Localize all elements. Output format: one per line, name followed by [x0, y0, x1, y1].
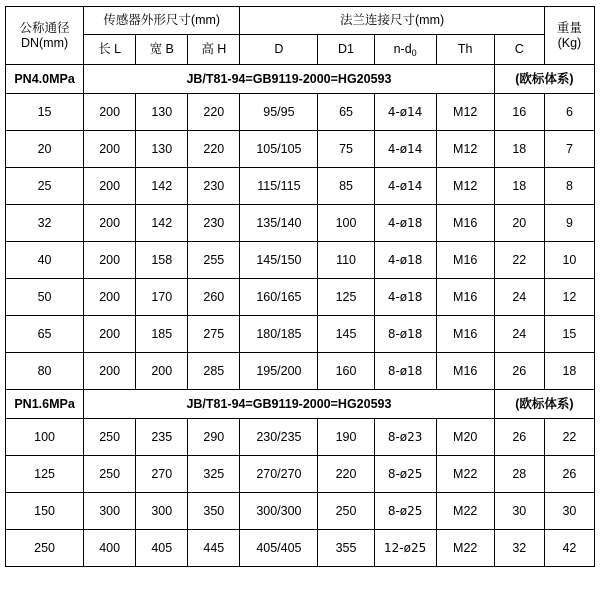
- table-row: [6, 456, 595, 493]
- cell-width: 142: [136, 168, 188, 205]
- table-row: [6, 419, 595, 456]
- table-row: [6, 353, 595, 390]
- cell-height: 445: [188, 530, 240, 567]
- cell-nd0: 12-ø25: [374, 530, 436, 567]
- cell-length: 200: [84, 353, 136, 390]
- section-standard: JB/T81-94=GB9119-2000=HG20593: [84, 390, 495, 419]
- section-standard: JB/T81-94=GB9119-2000=HG20593: [84, 65, 495, 94]
- header-sensor-group: 传感器外形尺寸(mm): [84, 7, 240, 35]
- cell-length: 200: [84, 242, 136, 279]
- cell-length: 200: [84, 316, 136, 353]
- cell-c: 20: [494, 205, 544, 242]
- cell-d: 135/140: [240, 205, 318, 242]
- cell-th: M16: [436, 279, 494, 316]
- cell-length: 200: [84, 131, 136, 168]
- cell-c: 18: [494, 131, 544, 168]
- header-dn: 公称通径 DN(mm): [6, 7, 84, 65]
- cell-d1: 145: [318, 316, 374, 353]
- cell-weight: 6: [544, 94, 594, 131]
- cell-length: 200: [84, 205, 136, 242]
- cell-d: 195/200: [240, 353, 318, 390]
- cell-width: 158: [136, 242, 188, 279]
- cell-length: 200: [84, 94, 136, 131]
- cell-th: M16: [436, 205, 494, 242]
- cell-d1: 250: [318, 493, 374, 530]
- cell-th: M12: [436, 168, 494, 205]
- header-flange-group: 法兰连接尺寸(mm): [240, 7, 544, 35]
- cell-d1: 75: [318, 131, 374, 168]
- cell-d: 180/185: [240, 316, 318, 353]
- cell-th: M12: [436, 94, 494, 131]
- cell-width: 142: [136, 205, 188, 242]
- cell-weight: 12: [544, 279, 594, 316]
- section-note: (欧标体系): [494, 65, 594, 94]
- cell-dn: 65: [6, 316, 84, 353]
- cell-d1: 110: [318, 242, 374, 279]
- cell-d1: 220: [318, 456, 374, 493]
- cell-height: 290: [188, 419, 240, 456]
- cell-weight: 8: [544, 168, 594, 205]
- cell-d1: 85: [318, 168, 374, 205]
- cell-dn: 40: [6, 242, 84, 279]
- cell-width: 405: [136, 530, 188, 567]
- cell-c: 26: [494, 353, 544, 390]
- cell-height: 285: [188, 353, 240, 390]
- cell-c: 24: [494, 279, 544, 316]
- cell-d: 270/270: [240, 456, 318, 493]
- cell-nd0: 4-ø14: [374, 168, 436, 205]
- cell-dn: 32: [6, 205, 84, 242]
- cell-d: 115/115: [240, 168, 318, 205]
- table-row: [6, 316, 595, 353]
- cell-width: 300: [136, 493, 188, 530]
- cell-length: 400: [84, 530, 136, 567]
- cell-nd0: 4-ø18: [374, 279, 436, 316]
- cell-d1: 65: [318, 94, 374, 131]
- header-subcol-6: Th: [436, 35, 494, 65]
- cell-width: 235: [136, 419, 188, 456]
- cell-d1: 160: [318, 353, 374, 390]
- cell-d: 145/150: [240, 242, 318, 279]
- cell-d: 160/165: [240, 279, 318, 316]
- cell-width: 170: [136, 279, 188, 316]
- cell-nd0: 4-ø18: [374, 242, 436, 279]
- section-header-row: [6, 390, 595, 419]
- cell-dn: 150: [6, 493, 84, 530]
- cell-c: 16: [494, 94, 544, 131]
- table-row: [6, 242, 595, 279]
- header-subcol-0: 长 L: [84, 35, 136, 65]
- cell-weight: 9: [544, 205, 594, 242]
- cell-height: 220: [188, 94, 240, 131]
- header-subcol-1: 宽 B: [136, 35, 188, 65]
- cell-weight: 26: [544, 456, 594, 493]
- section-header-row: [6, 65, 595, 94]
- cell-th: M16: [436, 242, 494, 279]
- cell-weight: 30: [544, 493, 594, 530]
- cell-d1: 125: [318, 279, 374, 316]
- section-note: (欧标体系): [494, 390, 594, 419]
- cell-width: 130: [136, 94, 188, 131]
- header-subcol-4: D1: [318, 35, 374, 65]
- cell-length: 250: [84, 456, 136, 493]
- header-subcol-2: 高 H: [188, 35, 240, 65]
- cell-nd0: 4-ø14: [374, 94, 436, 131]
- cell-height: 230: [188, 168, 240, 205]
- section-pressure: PN4.0MPa: [6, 65, 84, 94]
- table-row: [6, 530, 595, 567]
- specification-table: [5, 6, 595, 567]
- cell-nd0: 8-ø18: [374, 316, 436, 353]
- header-subcol-5: $n-d_0$: [374, 35, 436, 65]
- table-row: [6, 168, 595, 205]
- cell-width: 270: [136, 456, 188, 493]
- cell-c: 24: [494, 316, 544, 353]
- cell-dn: 100: [6, 419, 84, 456]
- table-row: [6, 205, 595, 242]
- cell-dn: 15: [6, 94, 84, 131]
- table-row: [6, 131, 595, 168]
- cell-c: 22: [494, 242, 544, 279]
- cell-height: 220: [188, 131, 240, 168]
- table-row: [6, 279, 595, 316]
- section-pressure: PN1.6MPa: [6, 390, 84, 419]
- cell-weight: 18: [544, 353, 594, 390]
- cell-c: 18: [494, 168, 544, 205]
- cell-nd0: 8-ø25: [374, 456, 436, 493]
- cell-d: 105/105: [240, 131, 318, 168]
- cell-th: M22: [436, 530, 494, 567]
- cell-width: 130: [136, 131, 188, 168]
- cell-dn: 50: [6, 279, 84, 316]
- cell-height: 275: [188, 316, 240, 353]
- cell-nd0: 4-ø14: [374, 131, 436, 168]
- cell-th: M22: [436, 456, 494, 493]
- cell-th: M22: [436, 493, 494, 530]
- cell-weight: 42: [544, 530, 594, 567]
- cell-length: 200: [84, 168, 136, 205]
- header-weight: 重量 (Kg): [544, 7, 594, 65]
- cell-th: M20: [436, 419, 494, 456]
- table-row: [6, 94, 595, 131]
- cell-d1: 100: [318, 205, 374, 242]
- cell-th: M16: [436, 353, 494, 390]
- cell-nd0: 8-ø25: [374, 493, 436, 530]
- cell-c: 32: [494, 530, 544, 567]
- cell-nd0: 4-ø18: [374, 205, 436, 242]
- cell-height: 350: [188, 493, 240, 530]
- cell-weight: 15: [544, 316, 594, 353]
- cell-c: 30: [494, 493, 544, 530]
- cell-dn: 20: [6, 131, 84, 168]
- cell-c: 26: [494, 419, 544, 456]
- cell-d: 230/235: [240, 419, 318, 456]
- cell-height: 255: [188, 242, 240, 279]
- cell-length: 250: [84, 419, 136, 456]
- table-header-row-sub: [6, 35, 595, 65]
- cell-weight: 22: [544, 419, 594, 456]
- cell-d: 300/300: [240, 493, 318, 530]
- cell-height: 260: [188, 279, 240, 316]
- cell-dn: 250: [6, 530, 84, 567]
- header-subcol-3: D: [240, 35, 318, 65]
- cell-dn: 25: [6, 168, 84, 205]
- cell-nd0: 8-ø18: [374, 353, 436, 390]
- cell-th: M12: [436, 131, 494, 168]
- cell-width: 200: [136, 353, 188, 390]
- header-subcol-7: C: [494, 35, 544, 65]
- cell-length: 200: [84, 279, 136, 316]
- cell-weight: 10: [544, 242, 594, 279]
- cell-dn: 80: [6, 353, 84, 390]
- cell-height: 325: [188, 456, 240, 493]
- cell-weight: 7: [544, 131, 594, 168]
- cell-height: 230: [188, 205, 240, 242]
- cell-d: 405/405: [240, 530, 318, 567]
- cell-length: 300: [84, 493, 136, 530]
- cell-c: 28: [494, 456, 544, 493]
- cell-d1: 355: [318, 530, 374, 567]
- table-header-row-top: [6, 7, 595, 35]
- cell-nd0: 8-ø23: [374, 419, 436, 456]
- cell-width: 185: [136, 316, 188, 353]
- cell-th: M16: [436, 316, 494, 353]
- table-row: [6, 493, 595, 530]
- cell-d1: 190: [318, 419, 374, 456]
- cell-d: 95/95: [240, 94, 318, 131]
- cell-dn: 125: [6, 456, 84, 493]
